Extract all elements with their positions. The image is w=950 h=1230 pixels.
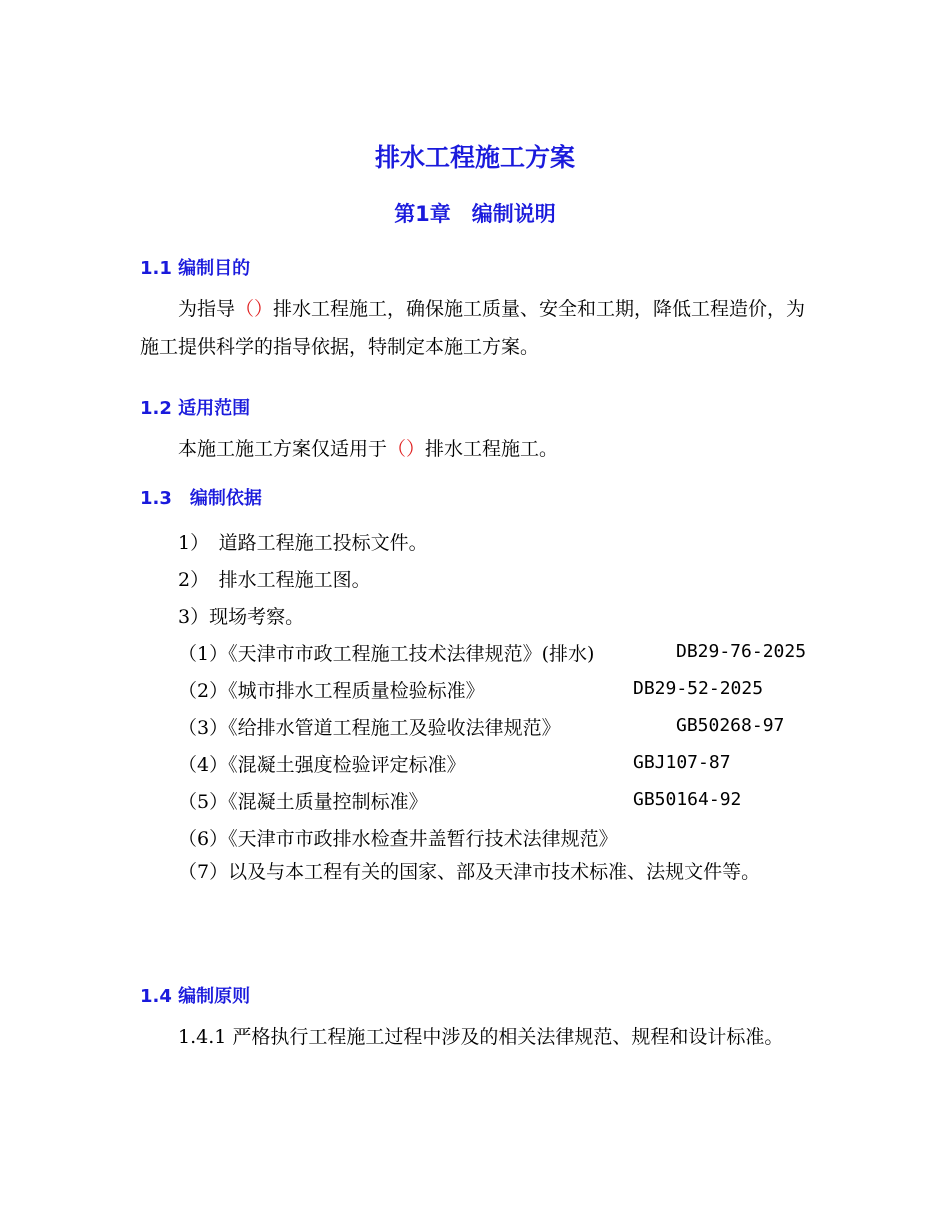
principle-1-4-1: 1.4.1 严格执行工程施工过程中涉及的相关法律规范、规程和设计标准。 — [178, 1026, 784, 1048]
basis-item-7: （7）以及与本工程有关的国家、部及天津市技术标准、法规文件等。 — [178, 861, 761, 883]
section-1-4-heading: 1.4 编制原则 — [140, 986, 251, 1007]
section-1-1-paragraph — [140, 290, 810, 366]
document-title: 排水工程施工方案 — [374, 143, 575, 172]
standard-name: （6）《天津市市政排水检查井盖暂行技术法律规范》 — [178, 828, 618, 850]
text: 本施工施工方案仅适用于 — [178, 438, 388, 460]
standard-name: （5）《混凝土质量控制标准》 — [178, 791, 428, 813]
basis-item: 2） 排水工程施工图。 — [178, 569, 371, 591]
text: 排水工程施工。 — [425, 438, 559, 460]
section-1-3-heading: 1.3 编制依据 — [140, 488, 262, 509]
section-1-2-heading: 1.2 适用范围 — [140, 398, 251, 419]
standard-name: （1）《天津市市政工程施工技术法律规范》(排水) — [178, 643, 595, 665]
basis-item: 1） 道路工程施工投标文件。 — [178, 532, 428, 554]
text: 为指导 — [178, 298, 236, 320]
standard-name: （4）《混凝土强度检验评定标准》 — [178, 754, 466, 776]
standard-name: （3）《给排水管道工程施工及验收法律规范》 — [178, 717, 561, 739]
standard-code: DB29-76-2025 — [676, 641, 807, 662]
basis-item: 3）现场考察。 — [178, 606, 305, 628]
placeholder-paren: （） — [235, 298, 274, 320]
standard-name: （2）《城市排水工程质量检验标准》 — [178, 680, 485, 702]
standard-code: GBJ107-87 — [633, 752, 731, 773]
standard-code: GB50164-92 — [633, 789, 742, 810]
standard-code: GB50268-97 — [676, 715, 785, 736]
text: 排水工程施工，确保施工质量、安全和工期，降低工程造价，为施工提供科学的指导依据，特制定本施工方案。 — [140, 298, 806, 358]
placeholder-paren: （） — [387, 438, 426, 460]
section-1-1-heading: 1.1 编制目的 — [140, 258, 251, 279]
section-1-2-paragraph — [140, 430, 810, 468]
chapter-heading: 第1章 编制说明 — [394, 202, 556, 226]
standard-code: DB29-52-2025 — [633, 678, 764, 699]
